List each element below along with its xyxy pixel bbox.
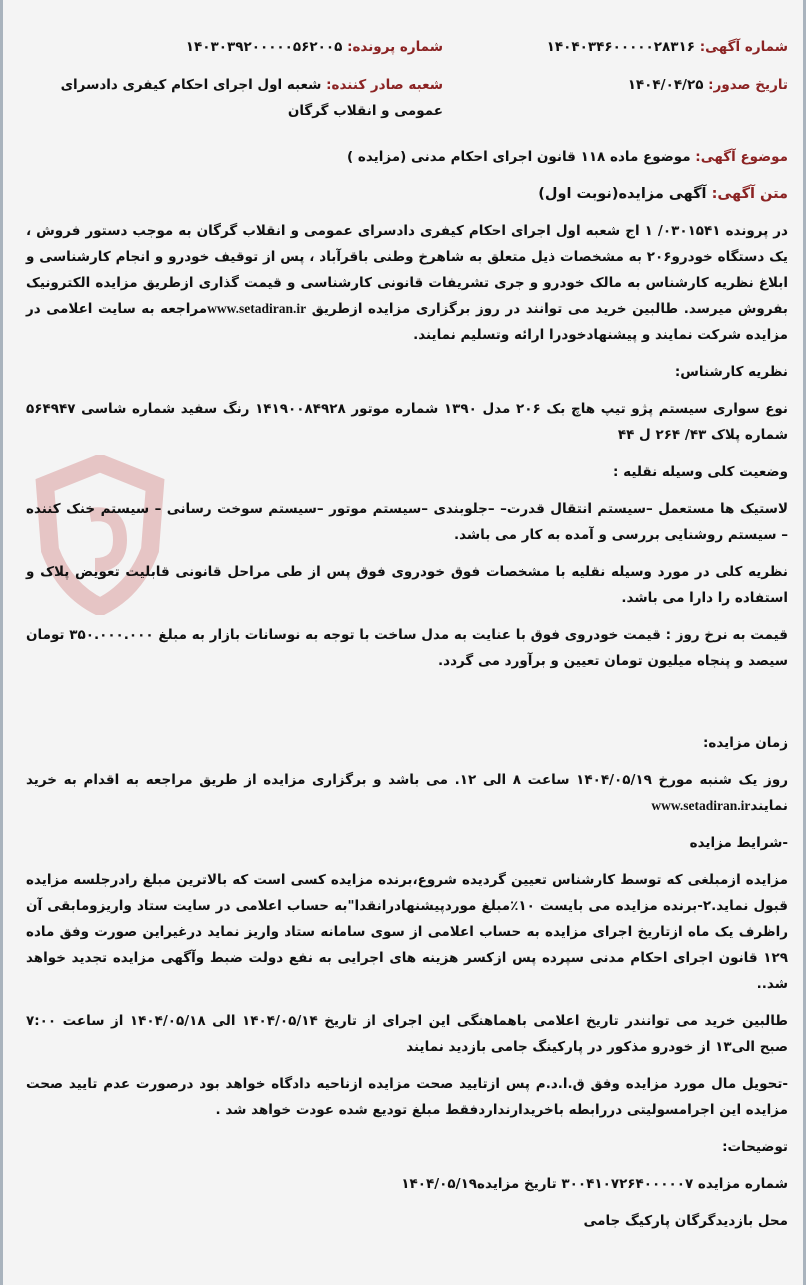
subject-field [26, 144, 788, 170]
ad-text-label: متن آگهی: [711, 186, 788, 202]
time-text: روز یک شنبه مورخ ۱۴۰۴/۰۵/۱۹ ساعت ۸ الی ۱۲. می باشد و برگزاری مزایده از طریق مراجعه به اقدام به خرید نمایند [26, 772, 788, 814]
price-text: قیمت به نرخ روز : قیمت خودروی فوق با عنایت به مدل ساخت با توجه به نوسانات بازار به مبلغ ۳۵۰.۰۰۰.۰۰۰ تومان سیصد و پنجاه میلیون تومان تعیین و برآورد می گردد. [26, 627, 788, 669]
file-number-field [26, 34, 443, 60]
file-number-value: ۱۴۰۳۰۳۹۲۰۰۰۰۰۵۶۲۰۰۵ [185, 39, 343, 55]
general-opinion-text: نظریه کلی در مورد وسیله نقلیه با مشخصات فوق خودروی فوق پس از طی مراحل قانونی قابلیت تعویض پلاک و استفاده را دارا می باشد. [26, 564, 788, 606]
visit-text: طالبین خرید می توانندر تاریخ اعلامی باهماهنگی این اجرای از تاریخ ۱۴۰۴/۰۵/۱۴ الی ۱۴۰۴/۰۵/۱۸ از ساعت ۷:۰۰ صبح الی۱۳ از خودرو مذکور در پارکینگ جامی بازدید نمایند [26, 1013, 789, 1055]
ad-number-value: ۱۴۰۴۰۳۴۶۰۰۰۰۰۲۸۳۱۶ [546, 39, 695, 55]
subject-label: موضوع آگهی: [695, 149, 788, 165]
delivery-text: -تحویل مال مورد مزایده وفق ق.ا.د.م پس ازتایید صحت مزایده ازناحیه دادگاه خواهد بود درصورت عدم تایید صحت مزایده این اجرامسولیتی دررابطه باخریدارنداردفقط مبلغ توديع شده عودت خواهد شد . [26, 1076, 788, 1118]
subject-value: موضوع ماده ۱۱۸ قانون اجرای احکام مدنی (مزایده ) [347, 149, 691, 165]
notes-heading: توضیحات: [722, 1139, 788, 1155]
issue-date-label: تاریخ صدور: [708, 77, 788, 93]
issuer-field [26, 72, 443, 124]
condition-text: لاستیک ها مستعمل –سیستم انتقال قدرت– –جلوبندی –سیستم موتور –سیستم سوخت رسانی – سیستم خنک کننده – سیستم روشنایی بررسی و آمده به کار می باشد. [26, 501, 788, 543]
file-number-label: شماره پرونده: [347, 39, 443, 55]
ad-text-title: آگهی مزایده(نوبت اول) [538, 186, 707, 202]
ad-number-label: شماره آگهی: [699, 39, 788, 55]
intro-paragraph [26, 218, 788, 348]
intro-text: در پرونده ۰۳۰۱۵۴۱/ ۱ اج شعبه اول اجرای احکام کیفری دادسرای عمومی و انقلاب گرگان به موجب دستور فروش ، یک دستگاه خودرو۲۰۶ به مشخصات ذیل متعلق به شاهرخ وطنی باقرآباد ، پس از توقیف خودرو و انجام کارشناسی و ابلاغ نظریه کارشناس به مالک خودرو و جری تشریفات قانونی کارشناسی و قیمت گذاری ازطریق مزایده الکترونیک بفروش میرسد. طالبین خرید می توانند در روز برگزاری مزایده ازطریق [26, 223, 788, 317]
ad-text-field [26, 181, 788, 207]
intro-text-cont: مراجعه به سایت اعلامی در مزایده شرکت نمایند و پیشنهادخودرا ارائه وتسلیم نمایند. [26, 301, 788, 343]
visit-location: محل بازدیدگرگان پارکیگ جامی [583, 1213, 788, 1229]
expert-text: نوع سواری سیستم پژو تیپ هاچ بک ۲۰۶ مدل ۱۳۹۰ شماره موتور ۱۴۱۹۰۰۸۴۹۲۸ رنگ سفید شماره شاسی ۵۶۴۹۴۷ شماره پلاک ۴۳/ ۲۶۴ ل ۴۴ [26, 401, 788, 443]
time-heading: زمان مزایده: [702, 735, 788, 751]
auction-number: شماره مزایده ۳۰۰۴۱۰۷۲۶۴۰۰۰۰۰۷ تاریخ مزایده۱۴۰۴/۰۵/۱۹ [401, 1176, 788, 1192]
header-row-1 [26, 34, 788, 60]
ad-number-field [443, 34, 788, 60]
setadiran-link-2[interactable]: www.setadiran.ir [651, 798, 751, 813]
time-paragraph [26, 767, 788, 819]
setadiran-link[interactable]: www.setadiran.ir [207, 301, 307, 316]
issuer-value: شعبه اول اجرای احکام کیفری دادسرای عمومی و انقلاب گرگان [60, 77, 443, 119]
issue-date-field [443, 72, 788, 98]
condition-heading: وضعیت کلی وسیله نقلیه : [613, 464, 788, 480]
header-row-2 [26, 72, 788, 124]
issuer-label: شعبه صادر کننده: [326, 77, 443, 93]
issue-date-value: ۱۴۰۴/۰۴/۲۵ [627, 77, 704, 93]
terms-text: مزایده ازمبلغی که توسط کارشناس تعیین گردیده شروع،برنده مزایده کسی است که بالاترین مبلغ رادرجلسه مزایده قبول نماید.۲-برنده مزایده می بایست ۱۰٪مبلغ موردپیشنهادرانقدا"به حساب اعلامی در سایت ستاد واریزومابقی آن راظرف یک ماه ازتاریخ اجرای مزایده به حساب اعلامی از سوی سامانه ستاد واریز نماید درغیراین صورت وفق ماده ۱۲۹ قانون اجرای احکام مدنی سپرده پس ازکسر هزینه های اجرایی به نفع دولت ضبط وآگهی مزایده تجدید خواهد شد.. [26, 872, 788, 992]
terms-heading: -شرایط مزایده [689, 835, 788, 851]
expert-heading: نظریه کارشناس: [674, 364, 788, 380]
